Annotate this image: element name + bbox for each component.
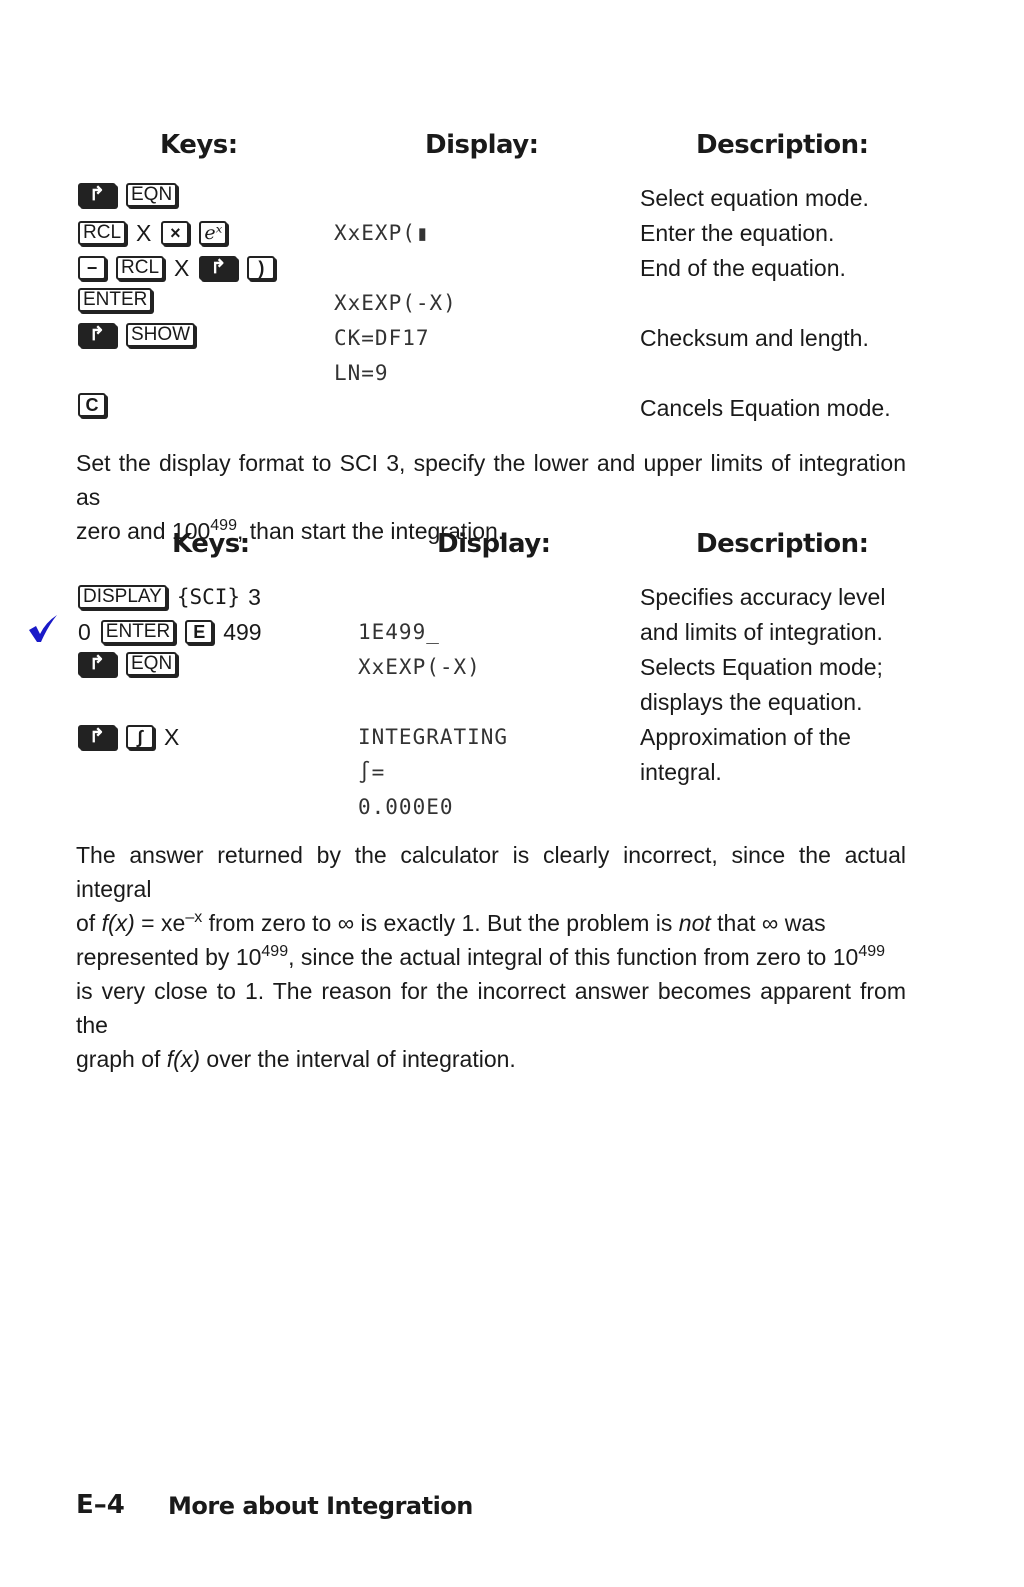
calculator-key[interactable]: RCL bbox=[78, 221, 126, 245]
right-shift-key-icon[interactable]: ↱ bbox=[199, 256, 237, 280]
table1-description-header: Description: bbox=[696, 130, 869, 160]
para2-line3-b: , since the actual integral of this function from zero to 10 bbox=[288, 944, 859, 970]
soft-key[interactable]: {SCI} bbox=[176, 585, 241, 609]
calculator-key[interactable]: ) bbox=[247, 256, 275, 280]
para1-line2-b: , than start the integration. bbox=[236, 518, 505, 544]
description-cell: displays the equation. bbox=[640, 689, 863, 715]
table1-keys-header: Keys: bbox=[160, 130, 238, 160]
description-cell: Select equation mode. bbox=[640, 185, 869, 211]
calculator-key[interactable]: EQN bbox=[126, 183, 177, 207]
table-row bbox=[0, 218, 1024, 252]
right-shift-key-icon[interactable]: ↱ bbox=[78, 652, 116, 676]
para2-line3-sup: 499 bbox=[261, 943, 289, 960]
para2-line3-a: represented by 10 bbox=[76, 944, 262, 970]
display-cell: XxEXP(▮ bbox=[334, 221, 430, 245]
table-row bbox=[0, 358, 1024, 392]
table-row bbox=[0, 323, 1024, 357]
para2-line2-b: = xe bbox=[134, 910, 186, 936]
display-cell: XxEXP(-X) bbox=[334, 291, 457, 315]
description-cell: Specifies accuracy level bbox=[640, 584, 886, 610]
table-row bbox=[0, 687, 1024, 721]
display-cell: LN=9 bbox=[334, 361, 389, 385]
keys-cell bbox=[78, 288, 162, 312]
calculator-key[interactable]: C bbox=[78, 393, 106, 417]
keys-cell bbox=[78, 253, 285, 283]
calculator-key[interactable]: DISPLAY bbox=[78, 585, 167, 609]
display-cell: 1E499_ bbox=[358, 620, 440, 644]
keys-cell bbox=[78, 652, 187, 676]
calculator-key[interactable]: EQN bbox=[126, 652, 177, 676]
table-row bbox=[0, 652, 1024, 686]
table2-display-header: Display: bbox=[437, 529, 551, 559]
description-cell: integral. bbox=[640, 759, 722, 785]
para1-line2-a: zero and 100 bbox=[76, 518, 211, 544]
keys-cell bbox=[78, 183, 187, 207]
calculator-key[interactable]: ENTER bbox=[101, 620, 175, 644]
para1-line2-sup: 499 bbox=[210, 517, 237, 534]
calculator-key[interactable]: ENTER bbox=[78, 288, 152, 312]
right-shift-key-icon[interactable]: ↱ bbox=[78, 323, 116, 347]
para2-line2-c: from zero to ∞ is exactly 1. But the problem is bbox=[202, 910, 679, 936]
display-cell: INTEGRATING bbox=[358, 725, 509, 749]
keys-cell bbox=[78, 617, 272, 647]
keys-cell bbox=[78, 393, 116, 417]
keys-cell bbox=[78, 218, 237, 248]
table-row bbox=[0, 792, 1024, 826]
para2-line5-b: over the interval of integration. bbox=[200, 1046, 516, 1072]
keys-cell bbox=[78, 323, 205, 347]
calculator-key[interactable]: ∫ bbox=[126, 725, 154, 749]
table-row bbox=[0, 253, 1024, 287]
table-row bbox=[0, 288, 1024, 322]
paragraph-2 bbox=[76, 838, 906, 1076]
table2-description-header: Description: bbox=[696, 529, 869, 559]
keys-cell bbox=[78, 582, 271, 612]
para2-line3-sup2: 499 bbox=[858, 943, 886, 960]
calculator-key[interactable]: RCL bbox=[116, 256, 164, 280]
display-cell: ∫= bbox=[358, 760, 386, 784]
table-row bbox=[0, 183, 1024, 217]
key-literal: 3 bbox=[248, 584, 261, 610]
display-cell: CK=DF17 bbox=[334, 326, 430, 350]
description-cell: Selects Equation mode; bbox=[640, 654, 883, 680]
table-row bbox=[0, 617, 1024, 651]
key-literal: X bbox=[174, 255, 190, 281]
key-literal: 499 bbox=[223, 619, 262, 645]
key-literal: 0 bbox=[78, 619, 91, 645]
fx-italic-2: f(x) bbox=[166, 1046, 201, 1072]
section-title: More about Integration bbox=[168, 1492, 473, 1520]
para1-line1: Set the display format to SCI 3, specify the lower and upper limits of integration as bbox=[76, 450, 906, 510]
description-cell: Checksum and length. bbox=[640, 325, 869, 351]
para2-line5-a: graph of bbox=[76, 1046, 167, 1072]
not-italic: not bbox=[678, 910, 711, 936]
description-cell: Approximation of the bbox=[640, 724, 851, 750]
table-row bbox=[0, 582, 1024, 616]
description-cell: End of the equation. bbox=[640, 255, 846, 281]
page-number: E–4 bbox=[76, 1490, 125, 1520]
table2-keys-header: Keys: bbox=[172, 529, 250, 559]
calculator-key[interactable]: × bbox=[161, 221, 189, 245]
keys-cell bbox=[78, 722, 189, 752]
display-cell: 0.000E0 bbox=[358, 795, 454, 819]
calculator-key[interactable]: SHOW bbox=[126, 323, 195, 347]
para2-line2-sup: –x bbox=[185, 909, 203, 926]
description-cell: and limits of integration. bbox=[640, 619, 883, 645]
table-row bbox=[0, 757, 1024, 791]
key-literal: X bbox=[164, 724, 180, 750]
table1-display-header: Display: bbox=[425, 130, 539, 160]
para2-line2-a: of bbox=[76, 910, 102, 936]
calculator-key[interactable]: − bbox=[78, 256, 106, 280]
para2-line2-d: that ∞ was bbox=[710, 910, 826, 936]
table-row bbox=[0, 393, 1024, 427]
calculator-key[interactable]: E bbox=[185, 620, 213, 644]
para2-line4: is very close to 1. The reason for the incorrect answer becomes apparent from the bbox=[76, 978, 906, 1038]
fx-italic: f(x) bbox=[101, 910, 135, 936]
description-cell: Enter the equation. bbox=[640, 220, 835, 246]
right-shift-key-icon[interactable]: ↱ bbox=[78, 183, 116, 207]
key-literal: X bbox=[136, 220, 152, 246]
description-cell: Cancels Equation mode. bbox=[640, 395, 891, 421]
calculator-key[interactable]: eˣ bbox=[199, 221, 227, 245]
right-shift-key-icon[interactable]: ↱ bbox=[78, 725, 116, 749]
display-cell: XxEXP(-X) bbox=[358, 655, 481, 679]
para2-line1: The answer returned by the calculator is clearly incorrect, since the actual integral bbox=[76, 842, 906, 902]
table-row bbox=[0, 722, 1024, 756]
